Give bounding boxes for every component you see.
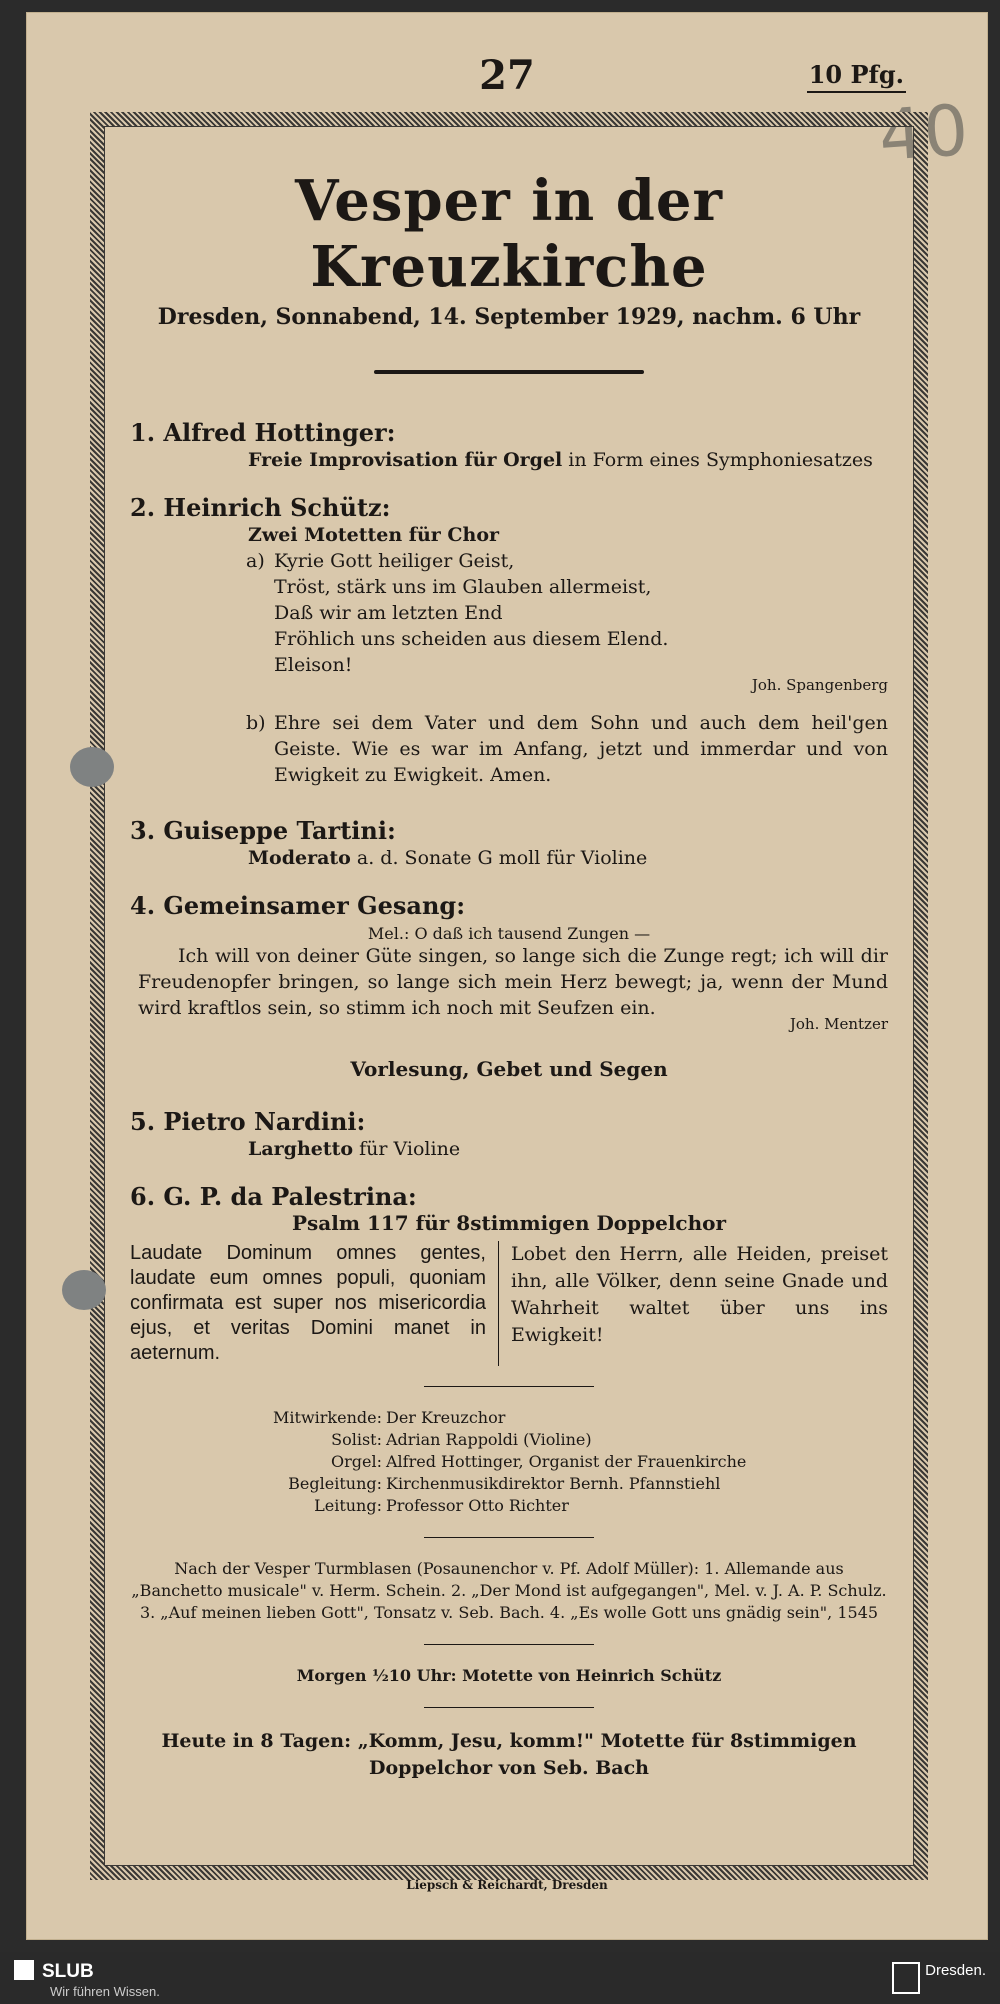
- item-heading: 6. G. P. da Palestrina:: [130, 1182, 417, 1211]
- credit-name: Der Kreuzchor: [386, 1408, 506, 1427]
- psalm-latin: Laudate Dominum omnes gentes, laudate eum omnes populi, quoniam confirmata est super nos misericordia ejus, et veritas Domini manet in aeternum.: [130, 1241, 499, 1366]
- printer-credit: Liepsch & Reichardt, Dresden: [406, 1878, 608, 1892]
- section-divider: [424, 1707, 594, 1708]
- credit-name: Professor Otto Richter: [386, 1496, 569, 1515]
- dresden-logo[interactable]: Dresden.: [925, 1962, 986, 1979]
- credit-row: [242, 1429, 888, 1451]
- page-subtitle: Dresden, Sonnabend, 14. September 1929, nachm. 6 Uhr: [157, 304, 861, 330]
- credit-row: [242, 1473, 888, 1495]
- credit-name: Adrian Rappoldi (Violine): [386, 1430, 592, 1449]
- paper-stain: [62, 1270, 106, 1310]
- interlude: Vorlesung, Gebet und Segen: [350, 1057, 668, 1081]
- slub-brand: SLUB: [42, 1961, 94, 1982]
- program-number: 27: [479, 52, 535, 99]
- text-author: Joh. Mentzer: [789, 1015, 888, 1033]
- performers-list: [242, 1407, 888, 1517]
- verse-line: Tröst, stärk uns im Glauben allermeist,: [274, 576, 652, 598]
- program-item-5: [130, 1107, 888, 1162]
- tower-music-note: Nach der Vesper Turmblasen (Posaunenchor v. Pf. Adolf Müller): 1. Allemande aus „Banchetto musicale" v. Herm. Schein. 2. „Der Mond ist aufgegangen", Mel. v. J. A. P. Schulz. 3. „Auf meinen lieben Gott", Tonsatz v. Seb. Bach. 4. „Es wolle Gott uns gnädig sein", 1545: [131, 1559, 887, 1622]
- slub-icon: [14, 1960, 34, 1980]
- motet-a-label: a): [246, 550, 265, 572]
- work-title: Freie Improvisation für Orgel: [248, 449, 563, 471]
- work-title: Psalm 117 für 8stimmigen Doppelchor: [291, 1211, 727, 1235]
- paper-stain: [70, 747, 114, 787]
- program-item-3: [130, 816, 888, 871]
- city-crest-icon: [892, 1962, 920, 1994]
- verse-line: Eleison!: [274, 654, 353, 676]
- credit-role: Leitung:: [314, 1496, 382, 1515]
- section-divider: [424, 1644, 594, 1645]
- work-detail: für Violine: [353, 1138, 461, 1160]
- section-divider: [424, 1386, 594, 1387]
- credit-role: Orgel:: [331, 1452, 382, 1471]
- program-content: [130, 146, 888, 1846]
- item-description: [248, 447, 888, 473]
- credit-role: Solist:: [331, 1430, 382, 1449]
- text-author: Joh. Spangenberg: [751, 676, 888, 694]
- library-footer-bar: [0, 1952, 1000, 2004]
- price-label: 10 Pfg.: [807, 60, 906, 93]
- work-title: Moderato: [248, 847, 351, 869]
- program-item-1: [130, 418, 888, 473]
- title-divider: [374, 370, 644, 374]
- item-heading: 2. Heinrich Schütz:: [130, 493, 391, 522]
- tomorrow-note: Morgen ½10 Uhr: Motette von Heinrich Schütz: [296, 1666, 722, 1685]
- verse-line: Daß wir am letzten End: [274, 602, 503, 624]
- item-description: [248, 1136, 888, 1162]
- verse-line: Kyrie Gott heiliger Geist,: [274, 550, 515, 572]
- program-item-6: [130, 1182, 888, 1366]
- work-detail: in Form eines Symphoniesatzes: [562, 449, 873, 471]
- melody-note: Mel.: O daß ich tausend Zungen —: [367, 924, 651, 943]
- program-item-2: [130, 493, 888, 788]
- motet-b-text: Ehre sei dem Vater und dem Sohn und auch dem heil'gen Geiste. Wie es war im Anfang, jetzt und immerdar und von Ewigkeit zu Ewigkeit. Amen.: [274, 712, 888, 786]
- credit-row: [242, 1451, 888, 1473]
- item-description: [248, 845, 888, 871]
- slub-logo[interactable]: [14, 1960, 94, 1983]
- decorative-frame: [90, 112, 928, 1880]
- credit-role: Mitwirkende:: [273, 1408, 382, 1427]
- item-heading: 4. Gemeinsamer Gesang:: [130, 891, 466, 920]
- credit-name: Kirchenmusikdirektor Bernh. Pfannstiehl: [386, 1474, 721, 1493]
- page-title: Vesper in der Kreuzkirche: [294, 168, 724, 300]
- program-sheet: [26, 12, 988, 1940]
- psalm-german: Lobet den Herrn, alle Heiden, preiset ihn, alle Völker, denn seine Gnade und Wahrheit waltet über uns ins Ewigkeit!: [511, 1243, 888, 1346]
- work-detail: a. d. Sonate G moll für Violine: [350, 847, 648, 869]
- item-heading: 3. Guiseppe Tartini:: [130, 816, 396, 845]
- slub-slogan: Wir führen Wissen.: [50, 1984, 160, 1999]
- hymn-text: Ich will von deiner Güte singen, so lange sich die Zunge regt; ich will dir Freudenopfer bringen, so lange sich mein Herz bewegt; ja, wenn der Mund wird kraftlos sein, so stimm ich noch mit Seufzen ein.: [138, 945, 888, 1019]
- section-divider: [424, 1537, 594, 1538]
- motet-b-label: b): [246, 712, 266, 734]
- work-title: Larghetto: [248, 1138, 354, 1160]
- credit-row: [242, 1407, 888, 1429]
- next-week-note: Heute in 8 Tagen: „Komm, Jesu, komm!" Motette für 8stimmigen Doppelchor von Seb. Bach: [161, 1730, 857, 1779]
- item-heading: 5. Pietro Nardini:: [130, 1107, 366, 1136]
- credit-name: Alfred Hottinger, Organist der Frauenkirche: [386, 1452, 747, 1471]
- verse-line: Fröhlich uns scheiden aus diesem Elend.: [274, 628, 669, 650]
- credit-role: Begleitung:: [288, 1474, 382, 1493]
- program-item-4: [130, 891, 888, 1033]
- credit-row: [242, 1495, 888, 1517]
- item-heading: 1. Alfred Hottinger:: [130, 418, 396, 447]
- motet-a: [246, 548, 888, 698]
- motet-b: [246, 710, 888, 788]
- psalm-columns: [130, 1241, 888, 1366]
- pencil-note: 40: [876, 88, 971, 178]
- work-title: Zwei Motetten für Chor: [248, 524, 500, 546]
